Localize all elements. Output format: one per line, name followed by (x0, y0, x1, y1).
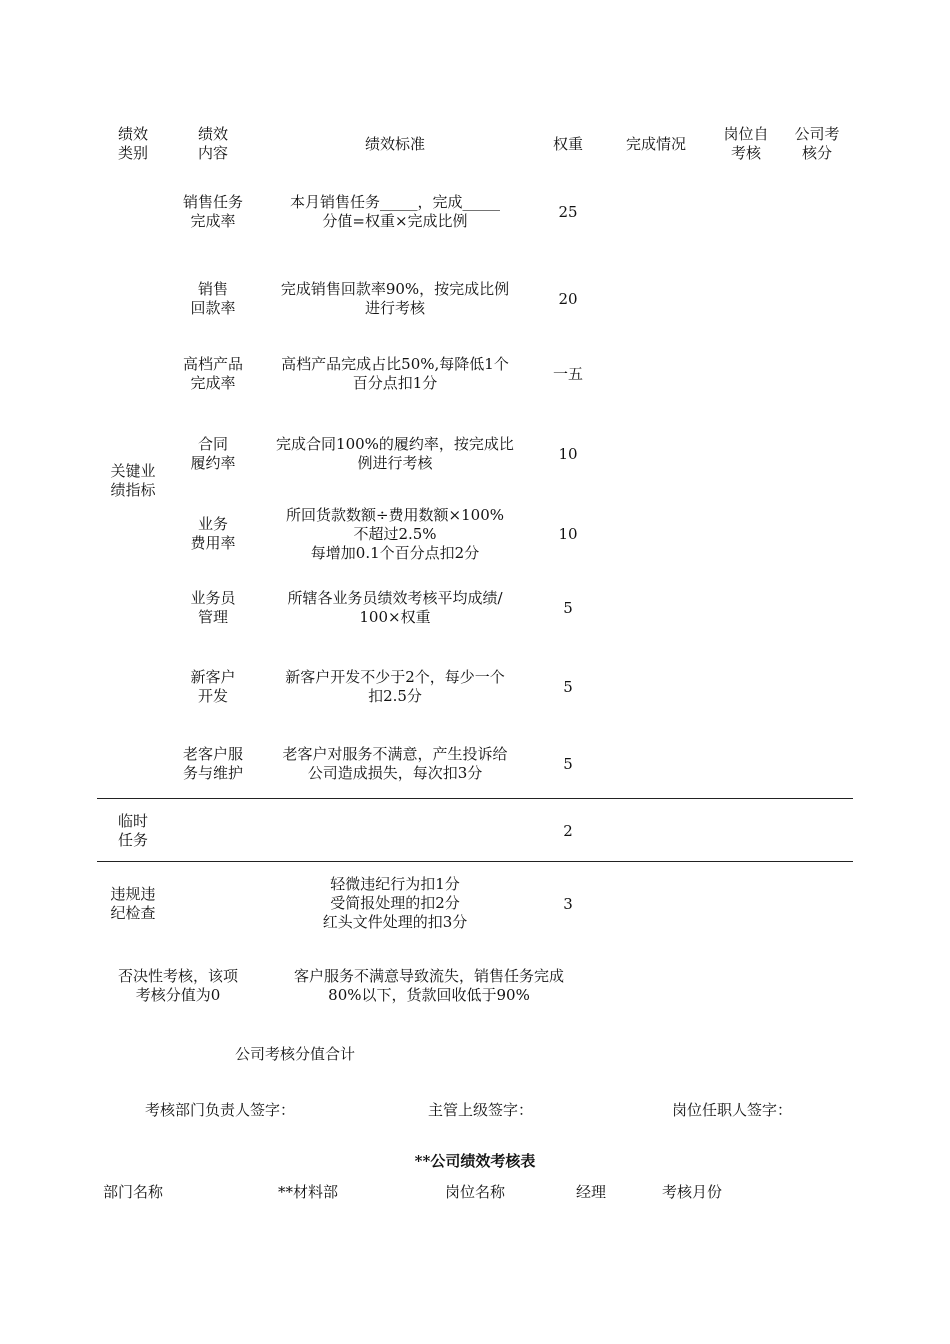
violation-standard: 轻微违纪行为扣1分 受简报处理的扣2分 红头文件处理的扣3分 (322, 875, 468, 931)
veto-standard: 客户服务不满意导致流失，销售任务完成 80%以下，货款回收低于90% (293, 967, 564, 1004)
post-value: 经理 (576, 1183, 607, 1201)
row-content: 老客户服 务与维护 (182, 745, 243, 782)
header-company-score: 公司考 核分 (794, 125, 840, 162)
key-indicator-label: 关键业 绩指标 (110, 462, 156, 499)
row-weight: 5 (563, 755, 573, 773)
violation-label: 违规违 纪检查 (110, 885, 156, 922)
row-standard: 老客户对服务不满意，产生投诉给 公司造成损失，每次扣3分 (282, 745, 508, 782)
header-standard: 绩效标准 (364, 135, 425, 153)
header-completion: 完成情况 (625, 135, 686, 153)
employee-signature: 岗位任职人签字： (672, 1101, 793, 1119)
row-standard: 完成合同100%的履约率，按完成比 例进行考核 (276, 435, 514, 472)
row-divider (97, 798, 853, 799)
row-divider (97, 861, 853, 862)
header-weight: 权重 (552, 135, 583, 153)
header-self-score: 岗位自 考核 (723, 125, 769, 162)
row-content: 销售 回款率 (190, 280, 236, 317)
row-content: 合同 履约率 (190, 435, 236, 472)
row-standard: 新客户开发不少于2个，每少一个 扣2.5分 (285, 668, 505, 705)
row-weight: 25 (558, 203, 578, 221)
row-content: 高档产品 完成率 (182, 355, 243, 392)
total-label: 公司考核分值合计 (235, 1045, 356, 1063)
temp-task-label: 临时 任务 (117, 812, 148, 849)
supervisor-signature: 主管上级签字： (428, 1101, 534, 1119)
month-label: 考核月份 (662, 1183, 723, 1201)
row-content: 销售任务 完成率 (182, 193, 243, 230)
temp-task-weight: 2 (563, 822, 573, 840)
post-label: 岗位名称 (445, 1183, 506, 1201)
row-weight: 20 (558, 290, 578, 308)
row-standard: 本月销售任务_____，完成_____ 分值=权重×完成比例 (289, 193, 500, 230)
row-weight: 一五 (552, 365, 583, 383)
dept-head-signature: 考核部门负责人签字： (145, 1101, 296, 1119)
row-weight: 10 (558, 525, 578, 543)
row-weight: 5 (563, 678, 573, 696)
row-standard: 所辖各业务员绩效考核平均成绩/ 100×权重 (287, 589, 503, 626)
row-standard: 高档产品完成占比50%,每降低1个 百分点扣1分 (281, 355, 509, 392)
row-content: 业务 费用率 (190, 515, 236, 552)
dept-label: 部门名称 (103, 1183, 164, 1201)
header-category: 绩效 类别 (117, 125, 148, 162)
row-standard: 完成销售回款率90%，按完成比例 进行考核 (280, 280, 510, 317)
veto-label: 否决性考核，该项 考核分值为0 (117, 967, 238, 1004)
form-title: **公司绩效考核表 (414, 1152, 536, 1170)
row-weight: 5 (563, 599, 573, 617)
row-content: 新客户 开发 (190, 668, 236, 705)
header-content: 绩效 内容 (197, 125, 228, 162)
row-content: 业务员 管理 (190, 589, 236, 626)
dept-value: **材料部 (278, 1183, 339, 1201)
row-standard: 所回货款数额÷费用数额×100% 不超过2.5% 每增加0.1个百分点扣2分 (285, 506, 505, 562)
row-weight: 10 (558, 445, 578, 463)
violation-weight: 3 (563, 895, 573, 913)
